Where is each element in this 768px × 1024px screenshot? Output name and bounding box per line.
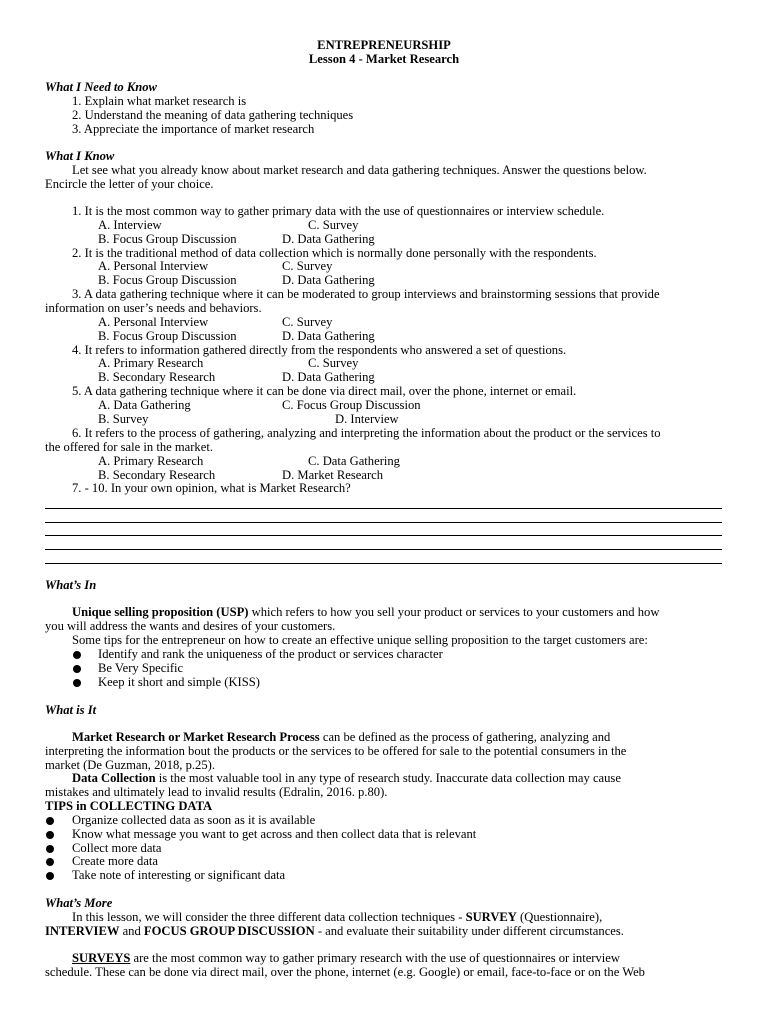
usp-term: Unique selling proposition (USP) — [72, 605, 249, 619]
collecting-tip: Create more data — [72, 854, 159, 868]
choice-b: B. Secondary Research — [98, 468, 216, 482]
heading-what-i-know: What I Know — [45, 149, 115, 163]
choice-b: B. Focus Group Discussion — [98, 232, 237, 246]
question-7-10: 7. - 10. In your own opinion, what is Market Research? — [72, 481, 351, 495]
whats-more-paragraph — [72, 911, 602, 925]
choice-b: B. Focus Group Discussion — [98, 329, 237, 343]
whats-more-text: - and evaluate their suitability under different circumstances. — [314, 924, 624, 938]
choice-a: A. Personal Interview — [98, 315, 209, 329]
data-collection-paragraph — [72, 772, 621, 786]
market-research-cont: market (De Guzman, 2018, p.25). — [45, 758, 215, 772]
answer-line — [45, 549, 722, 550]
question-2: 2. It is the traditional method of data collection which is normally done personally with the respondents. — [72, 246, 597, 260]
bullet-icon — [46, 831, 54, 839]
choice-d: D. Interview — [335, 412, 399, 426]
bullet-icon — [46, 845, 54, 853]
survey-term: SURVEY — [465, 910, 517, 924]
heading-whats-in: What’s In — [45, 578, 97, 592]
answer-line — [45, 508, 722, 509]
choice-d: D. Market Research — [282, 468, 384, 482]
usp-tip: Be Very Specific — [98, 661, 184, 675]
usp-tip: Keep it short and simple (KISS) — [98, 675, 260, 689]
question-6-cont: the offered for sale in the market. — [45, 440, 213, 454]
data-collection-cont: mistakes and ultimately lead to invalid results (Edralin, 2016. p.80). — [45, 785, 388, 799]
choice-c: C. Data Gathering — [308, 454, 400, 468]
market-research-cont: interpreting the information bout the products or the services to be offered for sale to the potential consumers in the — [45, 744, 627, 758]
choice-c: C. Survey — [308, 218, 359, 232]
bullet-icon — [73, 665, 81, 673]
bullet-icon — [46, 858, 54, 866]
choice-d: D. Data Gathering — [282, 232, 375, 246]
interview-term: INTERVIEW — [45, 924, 120, 938]
question-5: 5. A data gathering technique where it can be done via direct mail, over the phone, internet or email. — [72, 384, 577, 398]
choice-d: D. Data Gathering — [282, 273, 375, 287]
choice-c: C. Survey — [282, 315, 333, 329]
question-3: 3. A data gathering technique where it can be moderated to group interviews and brainstorming sessions that provide — [72, 287, 660, 301]
choice-b: B. Survey — [98, 412, 149, 426]
choice-b: B. Secondary Research — [98, 370, 216, 384]
usp-tip: Identify and rank the uniqueness of the product or services character — [98, 647, 443, 661]
choice-c: C. Survey — [308, 356, 359, 370]
whats-more-text: In this lesson, we will consider the three different data collection techniques - — [72, 910, 466, 924]
question-1: 1. It is the most common way to gather primary data with the use of questionnaires or interview schedule. — [72, 204, 605, 218]
intro-text: Let see what you already know about market research and data gathering techniques. Answer the questions below. — [72, 163, 647, 177]
usp-paragraph-cont: you will address the wants and desires of your customers. — [45, 619, 336, 633]
market-research-term: Market Research or Market Research Process — [72, 730, 320, 744]
answer-line — [45, 535, 722, 536]
choice-d: D. Data Gathering — [282, 370, 375, 384]
objective-item: 2. Understand the meaning of data gathering techniques — [72, 108, 354, 122]
intro-text: Encircle the letter of your choice. — [45, 177, 214, 191]
whats-more-text: and — [119, 924, 144, 938]
question-3-cont: information on user’s needs and behaviors. — [45, 301, 262, 315]
usp-tips-intro: Some tips for the entrepreneur on how to create an effective unique selling proposition to the target customers are: — [72, 633, 648, 647]
heading-what-i-need-to-know: What I Need to Know — [45, 80, 157, 94]
collecting-tip: Organize collected data as soon as it is available — [72, 813, 316, 827]
answer-line — [45, 522, 722, 523]
choice-b: B. Focus Group Discussion — [98, 273, 237, 287]
whats-more-text: (Questionnaire), — [516, 910, 603, 924]
surveys-paragraph-cont: schedule. These can be done via direct mail, over the phone, internet (e.g. Google) or email, face-to-face or on the Web — [45, 965, 645, 979]
bullet-icon — [73, 651, 81, 659]
bullet-icon — [46, 872, 54, 880]
question-4: 4. It refers to information gathered directly from the respondents who answered a set of questions. — [72, 343, 567, 357]
usp-paragraph — [72, 606, 659, 620]
collecting-tip: Collect more data — [72, 841, 162, 855]
choice-d: D. Data Gathering — [282, 329, 375, 343]
surveys-paragraph — [72, 952, 620, 966]
surveys-text: are the most common way to gather primary research with the use of questionnaires or interview — [130, 951, 620, 965]
heading-whats-more: What’s More — [45, 896, 113, 910]
choice-c: C. Focus Group Discussion — [282, 398, 421, 412]
answer-line — [45, 563, 722, 564]
choice-a: A. Data Gathering — [98, 398, 191, 412]
fgd-term: FOCUS GROUP DISCUSSION — [143, 924, 315, 938]
tips-collecting-heading: TIPS in COLLECTING DATA — [45, 799, 213, 813]
objective-item: 1. Explain what market research is — [72, 94, 247, 108]
collecting-tip: Know what message you want to get across and then collect data that is relevant — [72, 827, 477, 841]
usp-text: which refers to how you sell your product or services to your customers and how — [248, 605, 660, 619]
choice-a: A. Interview — [98, 218, 162, 232]
bullet-icon — [73, 679, 81, 687]
bullet-icon — [46, 817, 54, 825]
choice-a: A. Primary Research — [98, 454, 204, 468]
question-6: 6. It refers to the process of gathering, analyzing and interpreting the information about the product or the services to — [72, 426, 661, 440]
document-title: ENTREPRENEURSHIP — [317, 38, 451, 52]
whats-more-paragraph-cont — [45, 925, 624, 939]
objective-item: 3. Appreciate the importance of market research — [72, 122, 315, 136]
heading-what-is-it: What is It — [45, 703, 97, 717]
collecting-tip: Take note of interesting or significant data — [72, 868, 286, 882]
choice-c: C. Survey — [282, 259, 333, 273]
choice-a: A. Personal Interview — [98, 259, 209, 273]
market-research-paragraph — [72, 731, 610, 745]
data-collection-term: Data Collection — [72, 771, 156, 785]
choice-a: A. Primary Research — [98, 356, 204, 370]
market-research-text: can be defined as the process of gathering, analyzing and — [319, 730, 611, 744]
lesson-title: Lesson 4 - Market Research — [308, 52, 460, 66]
surveys-term: SURVEYS — [72, 951, 131, 965]
data-collection-text: is the most valuable tool in any type of research study. Inaccurate data collection may cause — [155, 771, 621, 785]
